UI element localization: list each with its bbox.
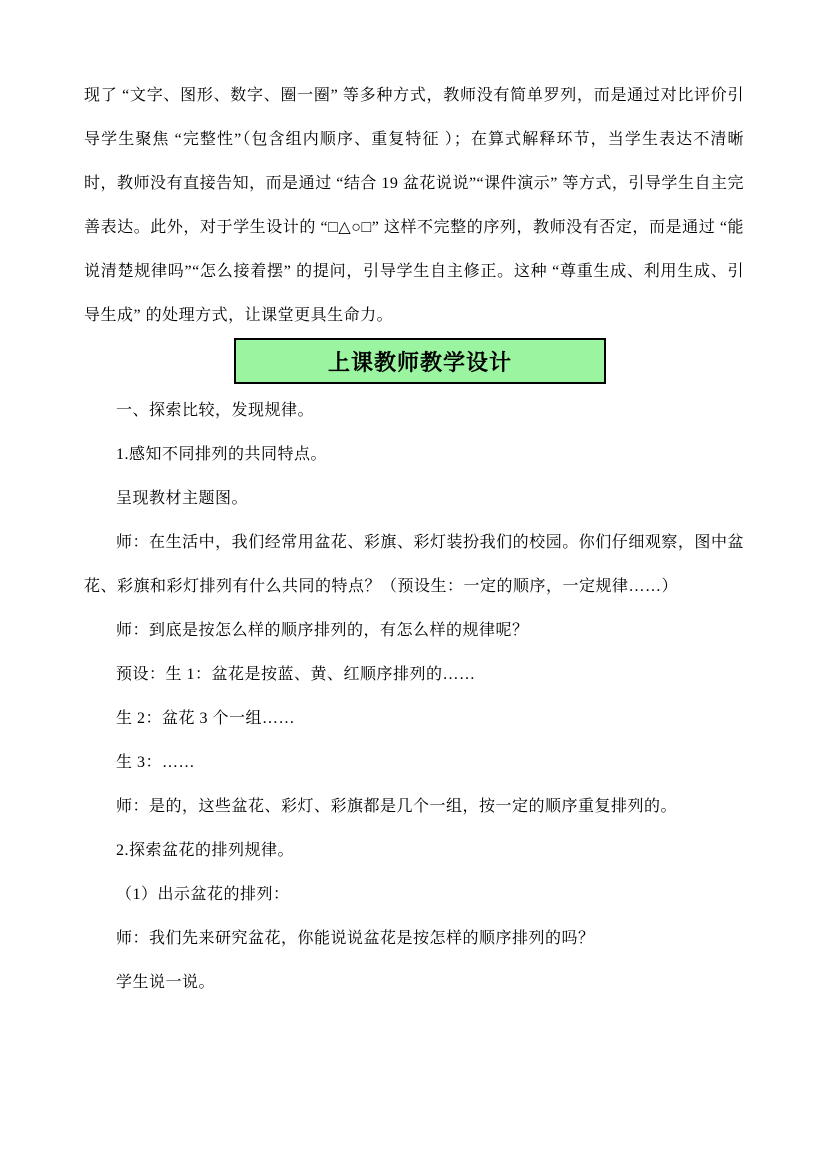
paragraph: 师：在生活中，我们经常用盆花、彩旗、彩灯装扮我们的校园。你们仔细观察，图中盆花、彩旗和彩灯排列有什么共同的特点？（预设生：一定的顺序，一定规律……） [84, 534, 744, 595]
paragraph: 一、探索比较，发现规律。 [116, 402, 315, 419]
paragraph: 学生说一说。 [116, 974, 216, 991]
paragraph: 生 2：盆花 3 个一组…… [116, 710, 296, 727]
paragraph: 生 3：…… [116, 754, 196, 771]
paragraph-list [84, 389, 744, 1005]
intro-paragraph: 现了 “文字、图形、数字、圈一圈” 等多种方式，教师没有简单罗列，而是通过对比评价引导学生聚焦 “完整性”（包含组内顺序、重复特征 ）；在算式解释环节，当学生表达不清晰时，教师没有直接告知，而是通过 “结合 19 盆花说说”“课件演示” 等方式，引导学生自主完善表达。此外，对于学生设计的 “□△○□” 这样不完整的序列，教师没有否定，而是通过 “能说清楚规律吗”“怎么接着摆” 的提问，引导学生自主修正。这种 “尊重生成、利用生成、引导生成” 的处理方式，让课堂更具生命力。 [84, 87, 744, 324]
paragraph: 预设：生 1：盆花是按蓝、黄、红顺序排列的…… [116, 666, 476, 683]
section-heading-box [234, 338, 606, 384]
paragraph: 呈现教材主题图。 [116, 490, 249, 507]
paragraph: 师：我们先来研究盆花，你能说说盆花是按怎样的顺序排列的吗？ [116, 930, 595, 947]
paragraph: 2.探索盆花的排列规律。 [116, 842, 295, 859]
paragraph: 师：到底是按怎么样的顺序排列的，有怎么样的规律呢？ [116, 622, 529, 639]
paragraph: （1）出示盆花的排列： [116, 886, 290, 903]
paragraph: 师：是的，这些盆花、彩灯、彩旗都是几个一组，按一定的顺序重复排列的。 [116, 798, 678, 815]
paragraph: 1.感知不同排列的共同特点。 [116, 446, 328, 463]
section-heading-label: 上课教师教学设计 [327, 349, 512, 375]
